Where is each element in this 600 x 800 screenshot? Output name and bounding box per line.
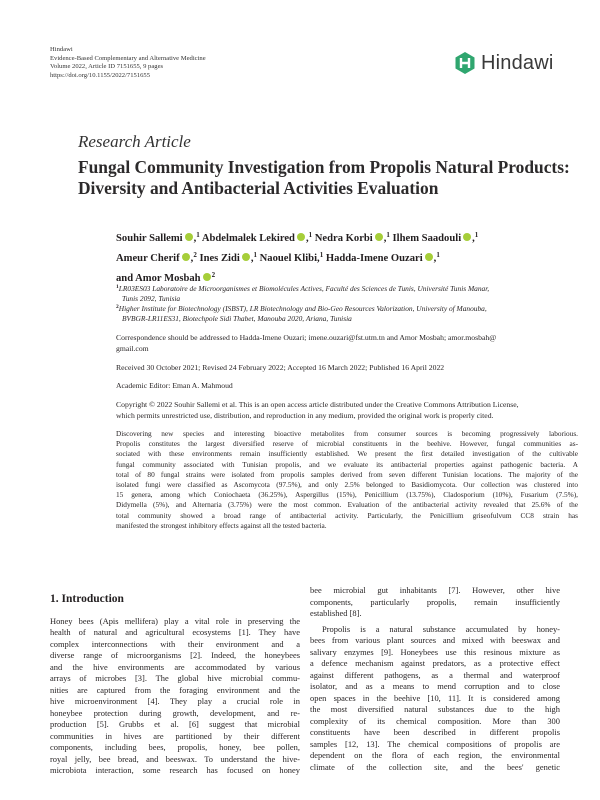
author-list (116, 227, 546, 287)
academic-editor: Academic Editor: Eman A. Mahmoud (116, 381, 233, 390)
body-line: samples [12, 13]. The chemical compositions of propolis are (310, 738, 560, 749)
orcid-icon[interactable] (463, 233, 471, 241)
body-line: complexity of its chemical composition. More than 300 (310, 715, 560, 726)
body-line: components, including bees, propolis, honey, bee pollen, (50, 742, 300, 752)
body-line: the most diversified natural substances due to the high (310, 704, 560, 714)
abstract-line: 15 genera, among which Coniochaeta (36.25%), Aspergillus (15%), Penicillium (13.75%), Cladosporium (10%), Fusarium (7.5%), (116, 490, 578, 500)
abstract-line: fungal community associated with Tunisian propolis, and we evaluate its antibacterial properties against pathogenic bacteria. A (116, 459, 578, 469)
author-name[interactable]: Naouel Klibi (259, 253, 318, 264)
left-column (50, 594, 300, 777)
affiliation-text: Higher Institute for Biotechnology (ISBST), LR Biotechnology and Bio-Geo Resources Valorization, University of Manouba, (118, 304, 487, 313)
affiliation-text: Tunis 2092, Tunisia (122, 294, 181, 303)
abstract-line: manifested the strongest inhibitory effects against all the tested bacteria. (116, 520, 327, 530)
doi-link[interactable]: https://doi.org/10.1155/2022/7151655 (50, 71, 151, 79)
orcid-icon[interactable] (242, 253, 250, 261)
orcid-icon[interactable] (297, 233, 305, 241)
copyright-line: Copyright © 2022 Souhir Sallemi et al. This is an open access article distributed under the Creative Commons Attribution License, (116, 400, 519, 409)
orcid-icon[interactable] (425, 253, 433, 261)
author-name[interactable]: Ines Zidi (199, 253, 240, 264)
abstract-line: Discovering new species and interesting bioactive metabolites from consumer sources is becoming progressively laborious. (116, 429, 578, 438)
author-affiliation-mark: 2 (193, 251, 197, 259)
author-affiliation-mark: 1 (386, 231, 390, 239)
body-line: climate of the collection site, and the bees' genetic (310, 761, 560, 772)
author-affiliation-mark: 1 (436, 251, 440, 259)
orcid-icon[interactable] (182, 253, 190, 261)
body-line: royal jelly, bee bread, and beeswax. To understand the hive- (50, 753, 300, 764)
orcid-icon[interactable] (375, 233, 383, 241)
journal-header (50, 46, 350, 80)
body-line: Honey bees (Apis mellifera) play a vital role in preserving the (50, 615, 300, 626)
orcid-icon[interactable] (203, 273, 211, 281)
author-line: Ameur Cherif ,$^2$ Ines Zidi ,$^1$ Naouel Klibi,$^1$ Hadda-Imene Ouzari ,$^1$ (116, 251, 440, 264)
body-line: against different pathogens, as a thermal and waterproof (310, 669, 560, 680)
correspondence-line[interactable]: gmail.com (116, 343, 149, 353)
body-line: communities in hives are partitioned by their different (50, 730, 300, 741)
author-affiliation-mark: 1 (308, 231, 313, 239)
right-column (310, 585, 560, 773)
body-line: health of natural and agricultural ecosystems [1]. They have (50, 627, 300, 637)
body-line: Propolis is a natural substance accumulated by honey- (322, 623, 560, 634)
correspondence-line[interactable]: Correspondence should be addressed to Hadda-Imene Ouzari; imene.ouzari@fst.utm.tn and Amor Mosbah; amor.mosbah@ (116, 333, 497, 342)
body-line: open spaces in the beehive [10, 11]. It is considered among (310, 692, 560, 703)
affiliation-mark: 1 (116, 284, 119, 290)
body-line: diverse range of microorganisms [2]. Indeed, the honeybees (50, 650, 300, 660)
author-affiliation-mark: 1 (196, 231, 200, 239)
hindawi-logo-icon (454, 51, 476, 75)
orcid-icon[interactable] (185, 233, 193, 241)
body-line: isolator, and as a means to mend corruption and to close (310, 681, 560, 691)
author-name[interactable]: and Amor Mosbah (116, 273, 201, 284)
author-name[interactable]: Abdelmalek Lekired (201, 233, 295, 244)
author-affiliation-mark: 2 (211, 271, 216, 279)
article-title (78, 157, 578, 199)
body-line: honeybee protection during growth, development, and re- (50, 707, 300, 718)
body-line: components, particularly propolis, remain insufficiently (310, 596, 560, 607)
author-name[interactable]: Souhir Sallemi (116, 233, 183, 244)
journal-name: Evidence-Based Complementary and Alternative Medicine (50, 54, 206, 62)
abstract (116, 429, 578, 531)
author-line: Souhir Sallemi ,$^1$ Abdelmalek Lekired ,$^1$ Nedra Korbi ,$^1$ Ilhem Saadouli ,$^1$ (116, 231, 479, 244)
publisher-name: Hindawi (50, 46, 73, 53)
body-line: bee microbial gut inhabitants [7]. However, other hive (310, 585, 560, 595)
author-name[interactable]: Ilhem Saadouli (392, 233, 462, 244)
body-line: bees from various plant sources and mixed with beeswax and (310, 635, 560, 645)
publication-dates: Received 30 October 2021; Revised 24 February 2022; Accepted 16 March 2022; Published 16 April 2022 (116, 363, 445, 372)
abstract-line: Didymella (5%), and Alternaria (3.75%) were the most common. Evaluation of the antibacterial activity revealed that 25.6% of the (116, 500, 578, 510)
author-affiliation-mark: 1 (319, 251, 324, 259)
section-heading: 1. Introduction (50, 593, 124, 605)
article-type: Research Article (78, 132, 191, 151)
author-name[interactable]: Ameur Cherif (116, 253, 180, 264)
affiliation-text: LR03ES03 Laboratoire de Microorganismes et Biomolécules Actives, Faculté des Sciences de Tunis, Université Tunis Manar, (118, 284, 490, 293)
title-line: Fungal Community Investigation from Propolis Natural Products: (78, 157, 570, 177)
body-line: arrays of microbes [3]. The global hive microbial commu- (50, 673, 300, 683)
author-affiliation-mark: 1 (253, 251, 257, 259)
affiliation-mark: 2 (116, 304, 119, 310)
body-line: salivary enzymes [9]. Honeybees use this resinous mixture as (310, 646, 560, 657)
body-line: a defence mechanism against predators, as a protective effect (310, 658, 560, 668)
abstract-line: Propolis constitutes the largest diversified reserve of microbial constituents in the beehive. However, fungal communities as- (116, 439, 578, 449)
abstract-line: total community showed a broad range of antibacterial activity. Particularly, the Penicillium griseofulvum CC8 strain has (116, 510, 578, 520)
affiliation-text: BVBGR-LR11ES31, Biotechpole Sidi Thabet, Manouba 2020, Ariana, Tunisia (122, 314, 352, 323)
copyright-notice (116, 400, 578, 421)
title-line: Diversity and Antibacterial Activities Evaluation (78, 178, 439, 198)
abstract-line: sociated with these environments remain insufficiently established. We present the first detailed investigation of the cultivable (116, 449, 578, 459)
abstract-line: total of 80 fungal strains were isolated from propolis samples derived from seven different Tunisian locations. The majority of the (116, 469, 578, 479)
body-line: production [5]. Grubbs et al. [6] suggest that microbial (50, 719, 300, 729)
body-line: and the hive environments are accommodated by various (50, 661, 300, 672)
volume-info: Volume 2022, Article ID 7151655, 9 pages (50, 63, 164, 71)
body-line: constituents have been described in different propolis (310, 727, 560, 737)
affiliation-2 (116, 302, 576, 324)
author-name[interactable]: Hadda-Imene Ouzari (325, 253, 423, 264)
affiliation-1 (116, 282, 576, 304)
author-affiliation-mark: 1 (474, 231, 479, 239)
correspondence (116, 333, 556, 354)
logo-text: Hindawi (481, 51, 554, 74)
body-line: complex interconnections with their environment and a (50, 638, 300, 649)
body-line: dependent on the flora of each region, the environmental (310, 750, 560, 760)
author-name[interactable]: Nedra Korbi (314, 233, 373, 244)
body-line: nities are captured from the foraging environment and the (50, 684, 300, 695)
hindawi-logo (454, 49, 554, 77)
body-line: established [8]. (310, 608, 362, 618)
body-line: microbiota interaction, some research has focused on honey (50, 765, 300, 775)
copyright-line: which permits unrestricted use, distribution, and reproduction in any medium, provided the original work is properly cited. (116, 410, 494, 420)
body-line: hive microenvironment [4]. They play a crucial role in (50, 696, 300, 706)
abstract-line: isolated fungi were classified as Ascomycota (97.5%), and only 2.5% belonged to Basidiomycota. Our collection was clustered into (116, 480, 578, 490)
